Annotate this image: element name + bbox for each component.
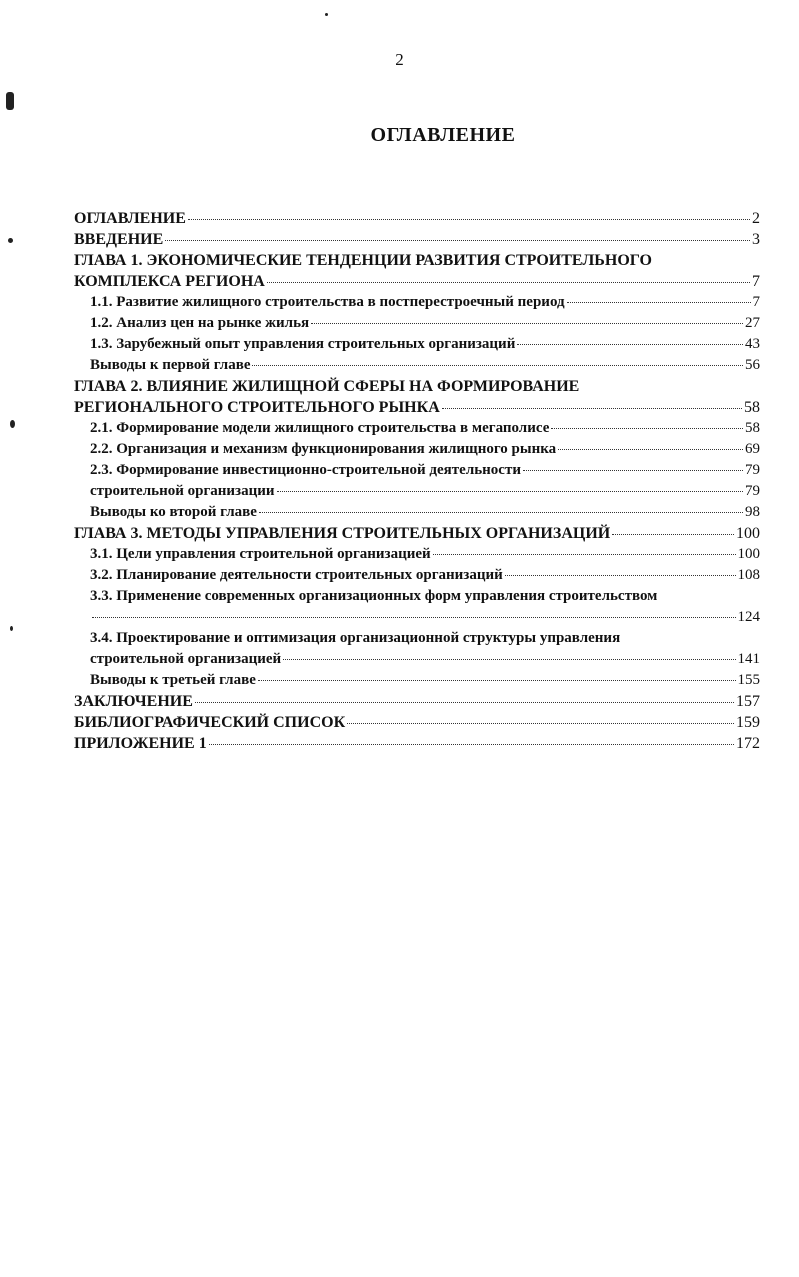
dot-leader: [311, 323, 743, 324]
dot-leader: [567, 302, 751, 303]
toc-entry[interactable]: [74, 523, 760, 544]
toc-entry[interactable]: [74, 229, 760, 250]
dot-leader: [283, 659, 735, 660]
page-number: 2: [395, 50, 404, 69]
table-of-contents: [74, 208, 760, 754]
toc-entry-title: 3.2. Планирование деятельности строительных организаций: [90, 567, 503, 583]
dot-leader: [188, 219, 750, 220]
toc-entry-page: 2: [752, 210, 760, 227]
toc-entry-title: ВВЕДЕНИЕ: [74, 231, 164, 248]
toc-entry-title: ПРИЛОЖЕНИЕ 1: [74, 735, 207, 752]
toc-entry-title: строительной организации: [90, 483, 275, 499]
dot-leader: [517, 344, 743, 345]
dot-leader: [442, 408, 742, 409]
scan-mark: [10, 420, 15, 428]
page-title: ОГЛАВЛЕНИЕ: [370, 124, 516, 146]
toc-entry-page: 58: [744, 399, 760, 416]
toc-entry-line: ГЛАВА 2. ВЛИЯНИЕ ЖИЛИЩНОЙ СФЕРЫ НА ФОРМИРОВАНИЕ: [74, 378, 580, 395]
toc-entry-title: Выводы ко второй главе: [90, 504, 257, 520]
scan-mark: [6, 92, 14, 110]
dot-leader: [165, 240, 750, 241]
toc-entry[interactable]: [74, 313, 760, 334]
toc-entry-page: 172: [736, 735, 760, 752]
toc-entry[interactable]: [74, 565, 760, 586]
toc-entry-title: 1.2. Анализ цен на рынке жилья: [90, 315, 310, 331]
toc-entry-page: 141: [737, 651, 760, 667]
toc-entry[interactable]: [74, 691, 760, 712]
toc-entry[interactable]: [74, 544, 760, 565]
toc-entry-page: 98: [745, 504, 760, 520]
dot-leader: [558, 449, 743, 450]
toc-entry[interactable]: [74, 439, 760, 460]
toc-entry[interactable]: [74, 418, 760, 439]
toc-entry-page: 108: [737, 567, 760, 583]
dot-leader: [267, 282, 750, 283]
toc-entry[interactable]: [74, 250, 760, 292]
toc-entry-title: РЕГИОНАЛЬНОГО СТРОИТЕЛЬНОГО РЫНКА: [74, 399, 440, 416]
toc-entry-page: 69: [745, 441, 760, 457]
dot-leader: [433, 554, 736, 555]
dot-leader: [259, 512, 743, 513]
dot-leader: [252, 365, 743, 366]
toc-entry-title: 2.2. Организация и механизм функционирования жилищного рынка: [90, 441, 557, 457]
dot-leader: [523, 470, 743, 471]
toc-entry[interactable]: [74, 292, 760, 313]
toc-entry[interactable]: [74, 586, 760, 628]
toc-entry-title: ОГЛАВЛЕНИЕ: [74, 210, 186, 227]
dot-leader: [612, 534, 734, 535]
toc-entry-page: 3: [752, 231, 760, 248]
dot-leader: [92, 617, 736, 618]
toc-entry-title: Выводы к третьей главе: [90, 672, 256, 688]
toc-entry[interactable]: [74, 670, 760, 691]
dot-leader: [505, 575, 736, 576]
toc-entry-line: ГЛАВА 1. ЭКОНОМИЧЕСКИЕ ТЕНДЕНЦИИ РАЗВИТИЯ СТРОИТЕЛЬНОГО: [74, 252, 652, 269]
toc-entry-page: 43: [745, 336, 760, 352]
dot-leader: [195, 702, 734, 703]
toc-entry-title: КОМПЛЕКСА РЕГИОНА: [74, 273, 265, 290]
toc-entry-title: 2.1. Формирование модели жилищного строительства в мегаполисе: [90, 420, 550, 436]
toc-entry-page: 27: [745, 315, 760, 331]
dot-leader: [347, 723, 734, 724]
toc-entry-page: 79: [745, 483, 760, 499]
scan-mark: [10, 626, 13, 631]
toc-entry[interactable]: [74, 733, 760, 754]
toc-entry-line: 3.3. Применение современных организационных форм управления строительством: [90, 588, 658, 604]
dot-leader: [277, 491, 744, 492]
toc-entry[interactable]: [74, 208, 760, 229]
toc-entry-title: ГЛАВА 3. МЕТОДЫ УПРАВЛЕНИЯ СТРОИТЕЛЬНЫХ ОРГАНИЗАЦИЙ: [74, 525, 611, 542]
toc-entry-line: 3.4. Проектирование и оптимизация организационной структуры управления: [90, 630, 621, 646]
toc-entry-page: 157: [736, 693, 760, 710]
toc-entry-page: 56: [745, 357, 760, 373]
toc-entry-title: строительной организацией: [90, 651, 282, 667]
toc-entry[interactable]: [74, 376, 760, 418]
toc-entry[interactable]: [74, 502, 760, 523]
toc-entry-title: 2.3. Формирование инвестиционно-строительной деятельности: [90, 462, 521, 478]
toc-entry-page: 7: [752, 294, 760, 310]
dot-leader: [551, 428, 743, 429]
toc-entry-page: 100: [737, 546, 760, 562]
toc-entry[interactable]: [74, 481, 760, 502]
toc-entry-title: ЗАКЛЮЧЕНИЕ: [74, 693, 193, 710]
toc-entry[interactable]: [74, 628, 760, 670]
toc-entry[interactable]: [74, 460, 760, 481]
scan-mark: [8, 238, 13, 243]
dot-leader: [258, 680, 736, 681]
toc-entry[interactable]: [74, 355, 760, 376]
toc-entry-title: БИБЛИОГРАФИЧЕСКИЙ СПИСОК: [74, 714, 346, 731]
toc-entry-page: 7: [752, 273, 760, 290]
toc-entry[interactable]: [74, 334, 760, 355]
toc-entry-title: 1.1. Развитие жилищного строительства в постперестроечный период: [90, 294, 565, 310]
toc-entry-title: 1.3. Зарубежный опыт управления строительных организаций: [90, 336, 516, 352]
toc-entry-title: 3.1. Цели управления строительной организацией: [90, 546, 431, 562]
toc-entry-page: 58: [745, 420, 760, 436]
toc-entry-page: 155: [737, 672, 760, 688]
toc-entry-page: 159: [736, 714, 760, 731]
toc-entry-page: 100: [736, 525, 760, 542]
dot-leader: [209, 744, 734, 745]
toc-entry-page: 124: [737, 609, 760, 625]
toc-entry-page: 79: [745, 462, 760, 478]
scan-mark: [325, 13, 328, 16]
toc-entry-title: Выводы к первой главе: [90, 357, 251, 373]
toc-entry[interactable]: [74, 712, 760, 733]
